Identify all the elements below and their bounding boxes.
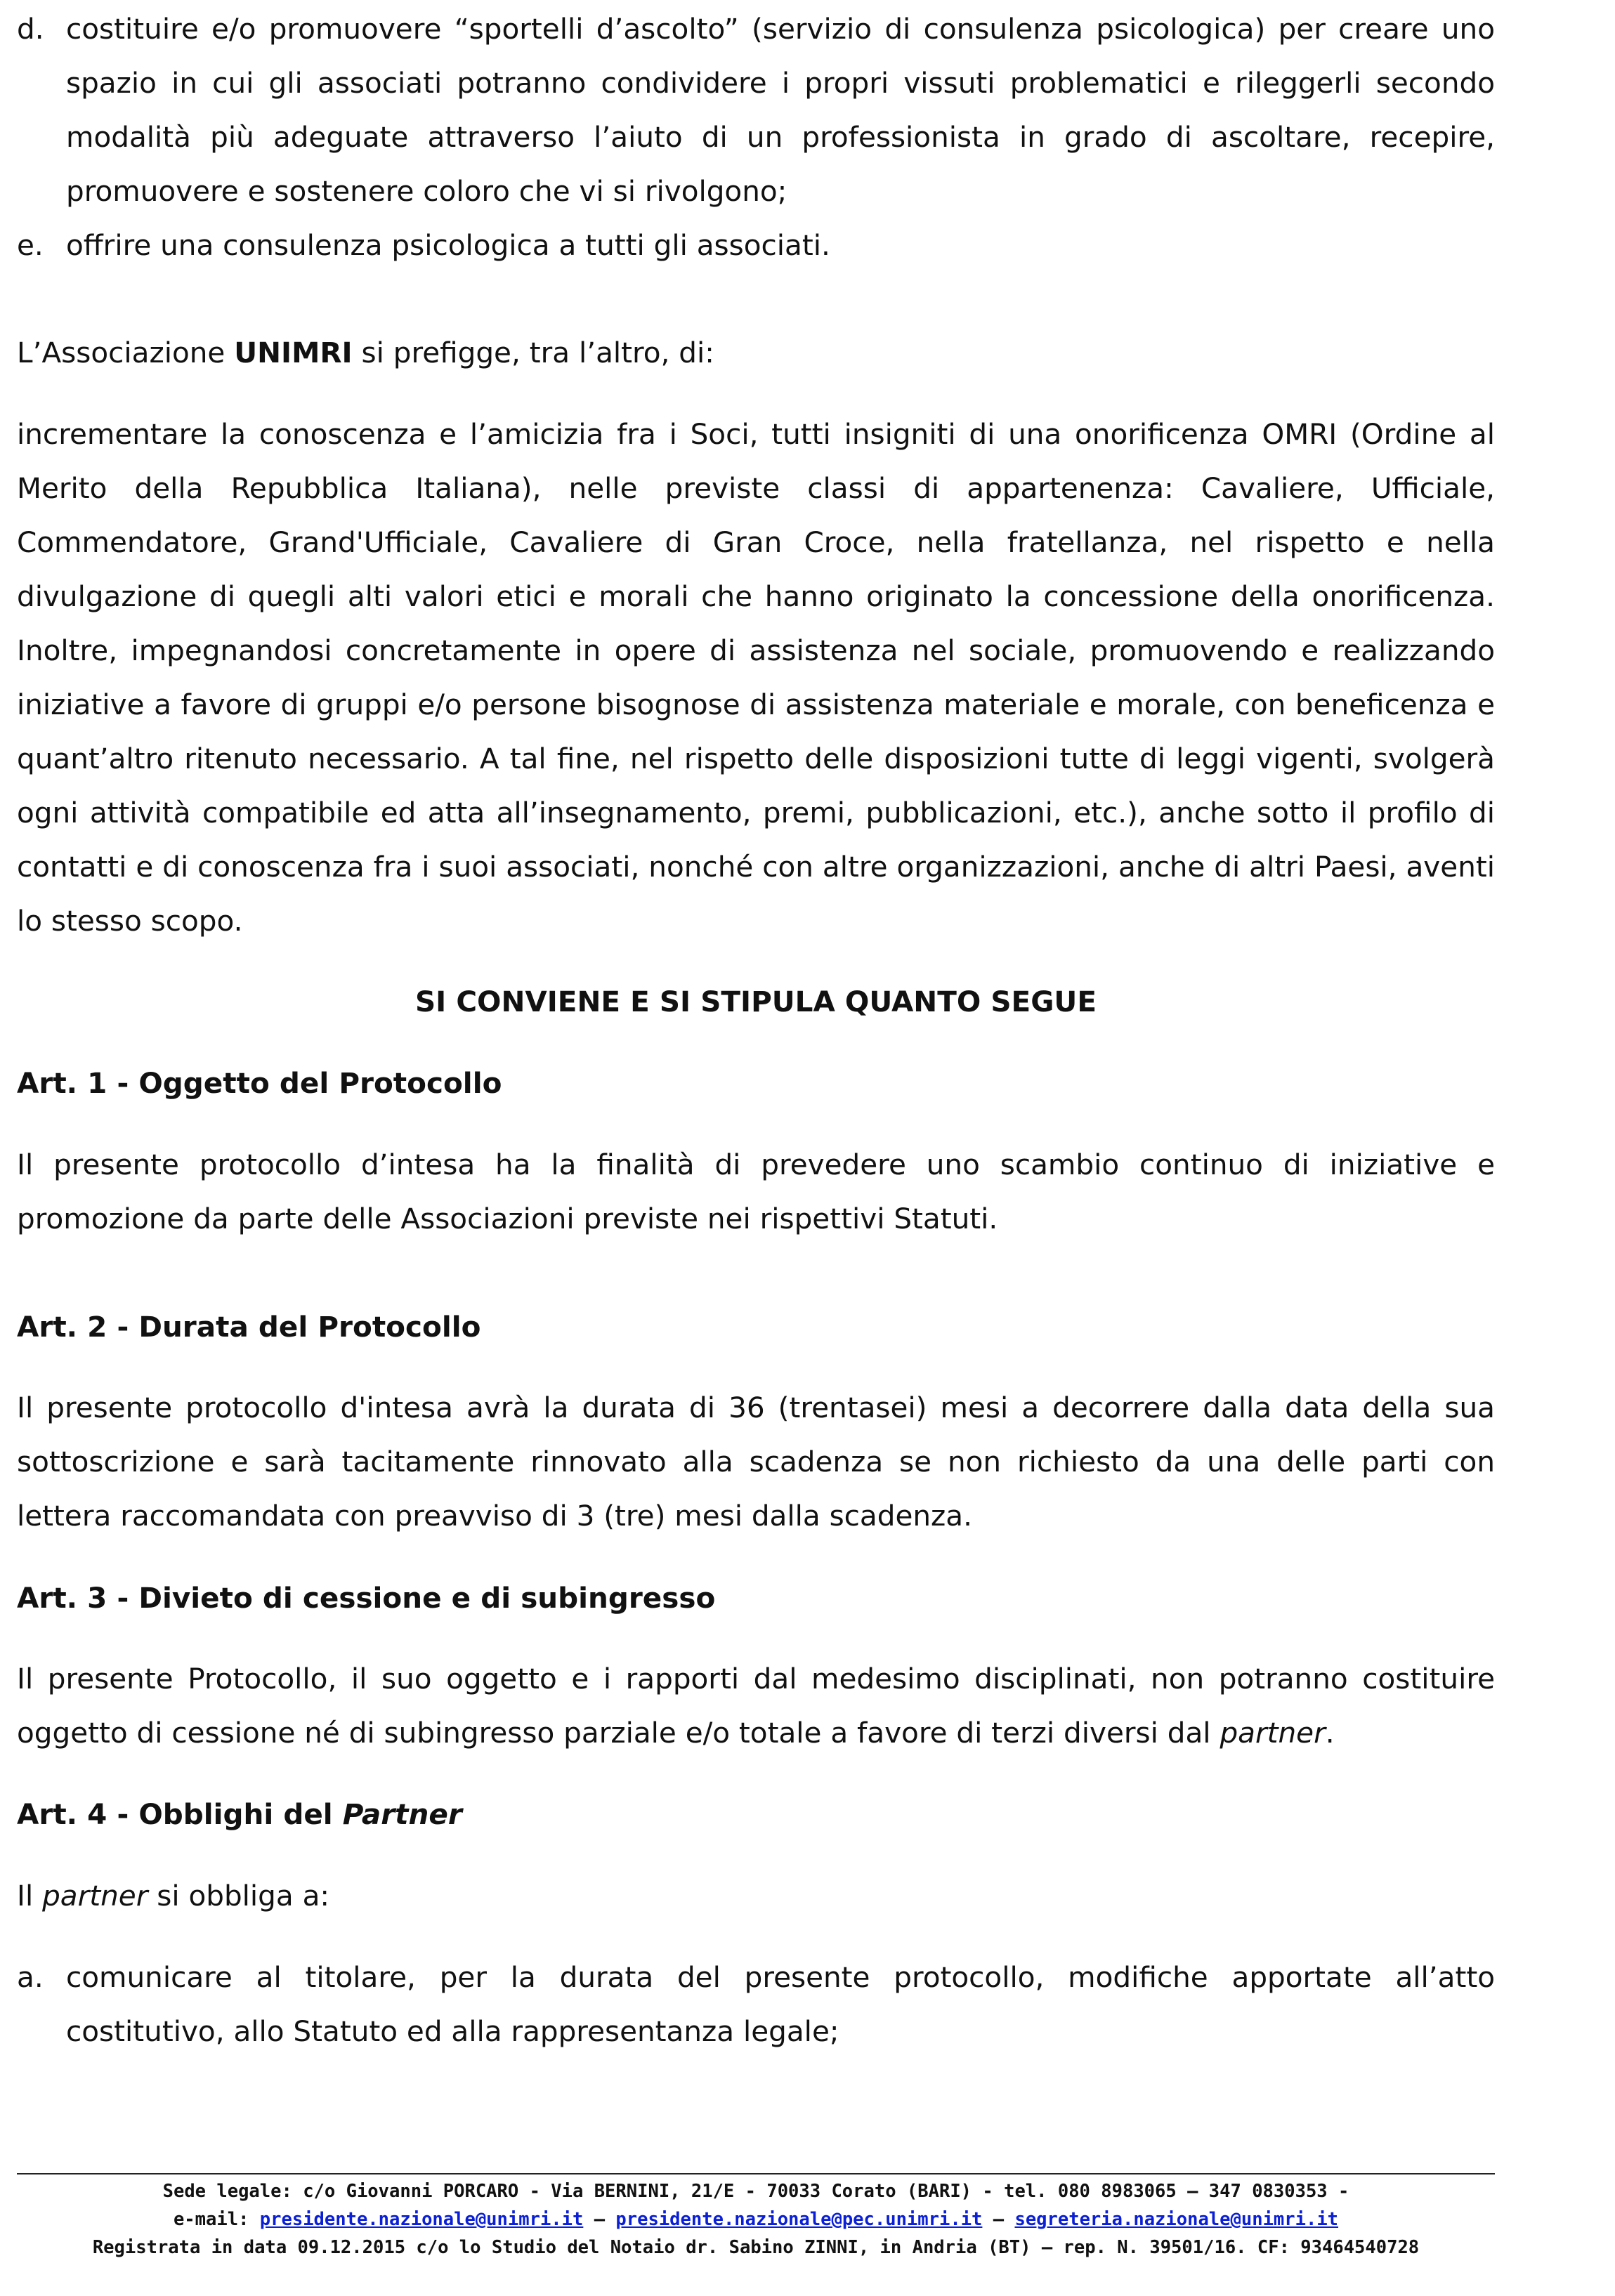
email-separator: – [982,2209,1015,2230]
footer-emails [17,2205,1495,2233]
art2-title: Art. 2 - Durata del Protocollo [17,1310,481,1344]
art4-lead [17,1869,1495,1923]
art4-lead-suffix: si obbliga a: [148,1879,330,1913]
art4-title [17,1787,1495,1842]
art1-title: Art. 1 - Oggetto del Protocollo [17,1066,502,1100]
email-link-pec[interactable]: presidente.nazionale@pec.unimri.it [615,2209,983,2230]
intro-prefix: L’Associazione [17,336,235,369]
list-text: comunicare al titolare, per la durata del presente protocollo, modifiche apportate all’atto costitutivo, allo Statuto ed alla rappresentanza legale; [66,1960,1495,2048]
list-item-a [17,1950,1495,2059]
art3-text-main: Il presente Protocollo, il suo oggetto e i rapporti dal medesimo disciplinati, non potranno costituire oggetto di cessione né di subingresso parziale e/o totale a favore di terzi diversi dal [17,1662,1495,1750]
email-separator: – [583,2209,616,2230]
list-text: offrire una consulenza psicologica a tutti gli associati. [66,228,830,262]
list-letter: d. [17,12,44,46]
list-letter: e. [17,228,44,262]
list-bottom [17,1950,1495,2059]
footer-address: Sede legale: c/o Giovanni PORCARO - Via BERNINI, 21/E - 70033 Corato (BARI) - tel. 080 8983065 – 347 0830353 - [162,2181,1349,2202]
art3-text-italic: partner [1220,1716,1326,1750]
organization-name: UNIMRI [234,336,353,369]
intro-suffix: si prefigge, tra l’altro, di: [352,336,714,369]
footer-divider [17,2173,1495,2174]
email-label: e-mail: [173,2209,260,2230]
art4-lead-prefix: Il [17,1879,43,1913]
footer-text [17,2177,1495,2262]
footer-registration: Registrata in data 09.12.2015 c/o lo Studio del Notaio dr. Sabino ZINNI, in Andria (BT) – rep. N. 39501/16. CF: 93464540728 [92,2237,1420,2258]
page-footer [17,2173,1495,2262]
art4-lead-italic: partner [42,1879,148,1913]
list-item-d [17,2,1495,218]
email-link-secretary[interactable]: segreteria.nazionale@unimri.it [1014,2209,1339,2230]
art3-text-end: . [1325,1716,1335,1750]
list-item-e [17,218,1495,273]
section-title: SI CONVIENE E SI STIPULA QUANTO SEGUE [414,985,1097,1018]
art2-text: Il presente protocollo d'intesa avrà la durata di 36 (trentasei) mesi a decorrere dalla data della sua sottoscrizione e sarà tacitamente rinnovato alla scadenza se non richiesto da una delle parti con lettera raccomandata con preavviso di 3 (tre) mesi dalla scadenza. [17,1391,1495,1533]
art3-text [17,1652,1495,1760]
art4-title-italic: Partner [342,1797,462,1831]
intro-line [17,326,1495,380]
list-top [17,2,1495,273]
list-text: costituire e/o promuovere “sportelli d’ascolto” (servizio di consulenza psicologica) per creare uno spazio in cui gli associati potranno condividere i propri vissuti problematici e rileggerli secondo modalità più adeguate attraverso l’aiuto di un professionista in grado di ascoltare, recepire, promuovere e sostenere coloro che vi si rivolgono; [66,12,1495,208]
list-letter: a. [17,1960,44,1994]
intro-paragraph: incrementare la conoscenza e l’amicizia fra i Soci, tutti insigniti di una onorificenza OMRI (Ordine al Merito della Repubblica Italiana), nelle previste classi di appartenenza: Cavaliere, Ufficiale, Commendatore, Grand'Ufficiale, Cavaliere di Gran Croce, nella fratellanza, nel rispetto e nella divulgazione di quegli alti valori etici e morali che hanno originato la concessione della onorificenza. Inoltre, impegnandosi concretamente in opere di assistenza nel sociale, promuovendo e realizzando iniziative a favore di gruppi e/o persone bisognose di assistenza materiale e morale, con beneficenza e quant’altro ritenuto necessario. A tal fine, nel rispetto delle disposizioni tutte di leggi vigenti, svolgerà ogni attività compatibile ed atta all’insegnamento, premi, pubblicazioni, etc.), anche sotto il profilo di contatti e di conoscenza fra i suoi associati, nonché con altre organizzazioni, anche di altri Paesi, aventi lo stesso scopo. [17,417,1495,938]
art4-title-main: Art. 4 - Obblighi del [17,1797,343,1831]
art1-text: Il presente protocollo d’intesa ha la finalità di prevedere uno scambio continuo di iniziative e promozione da parte delle Associazioni previste nei rispettivi Statuti. [17,1148,1495,1235]
art3-title: Art. 3 - Divieto di cessione e di subingresso [17,1581,716,1615]
email-link-president[interactable]: presidente.nazionale@unimri.it [259,2209,584,2230]
